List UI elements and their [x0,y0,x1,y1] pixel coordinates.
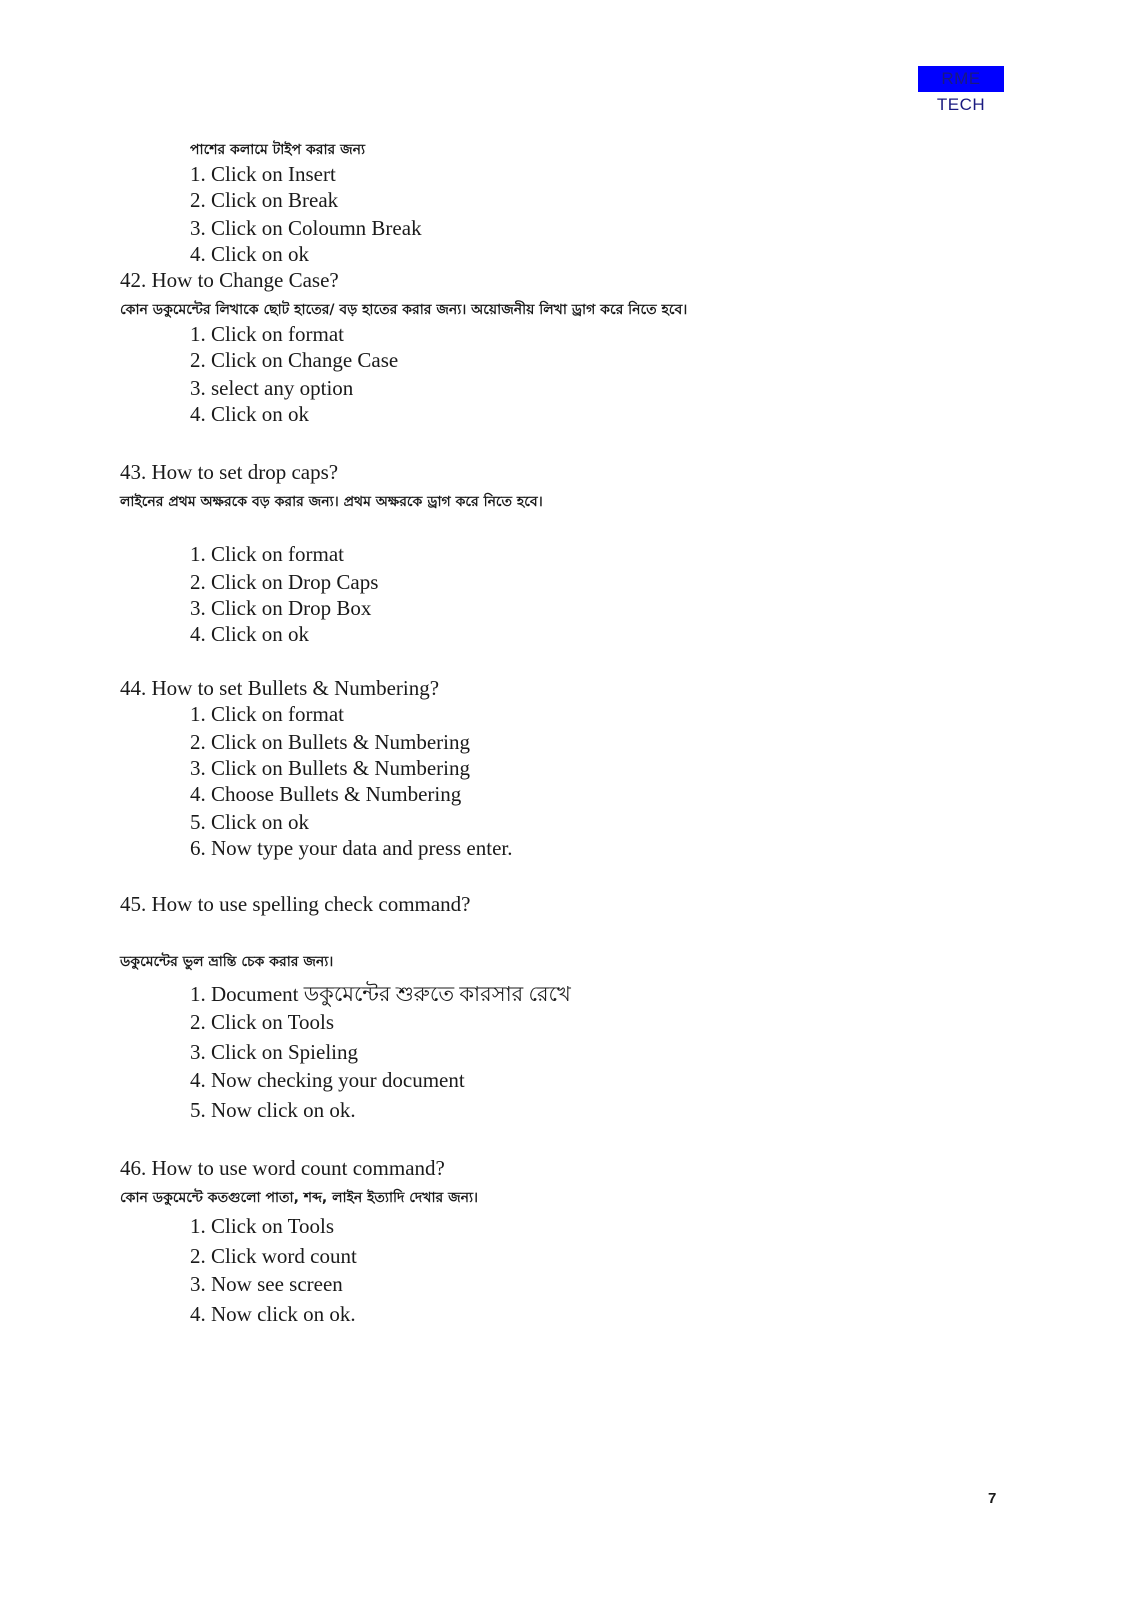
list-item: 3. Click on Drop Box [190,596,372,620]
list-item: 2. Click word count [190,1244,357,1268]
section-bangla: লাইনের প্রথম অক্ষরকে বড় করার জন্য। প্রথম অক্ষরকে ড্রাগ করে নিতে হবে। [120,494,543,510]
list-item: 2. Click on Drop Caps [190,570,379,594]
section-heading: 46. How to use word count command? [120,1156,445,1180]
list-item: 4. Choose Bullets & Numbering [190,782,462,806]
list-item: 4. Click on ok [190,402,309,426]
list-item: 1. Click on format [190,322,344,346]
list-item: 2. Click on Bullets & Numbering [190,730,470,754]
list-item: 2. Click on Break [190,188,339,212]
list-item: 1. Click on format [190,542,344,566]
list-item: 5. Click on ok [190,810,309,834]
list-item: 5. Now click on ok. [190,1098,356,1122]
section-heading: 42. How to Change Case? [120,268,339,292]
section-heading: 44. How to set Bullets & Numbering? [120,676,440,700]
section-heading: 45. How to use spelling check command? [120,892,471,916]
list-item: 4. Click on ok [190,242,309,266]
list-item: 4. Click on ok [190,622,309,646]
section-bangla: ডকুমেন্টের ভুল ভ্রান্তি চেক করার জন্য। [120,954,334,970]
list-item: 6. Now type your data and press enter. [190,836,513,860]
list-item: 4. Now click on ok. [190,1302,356,1326]
header-tag: RME TECH [918,66,1004,92]
list-item: 2. Click on Tools [190,1010,334,1034]
list-item: 1. Click on Insert [190,162,336,186]
list-item: 3. select any option [190,376,354,400]
intro-bangla: পাশের কলামে টাইপ করার জন্য [190,142,366,158]
page-number: 7 [988,1490,997,1507]
section-bangla: কোন ডকুমেন্টে কতগুলো পাতা, শব্দ, লাইন ইত্যাদি দেখার জন্য। [120,1190,479,1206]
list-item: 4. Now checking your document [190,1068,465,1092]
list-item: 1. Click on Tools [190,1214,334,1238]
list-item: 2. Click on Change Case [190,348,399,372]
list-item: 3. Now see screen [190,1272,343,1296]
list-item: 1. Document ডকুমেন্টের শুরুতে কারসার রেখে [190,982,571,1006]
list-item: 1. Click on format [190,702,344,726]
list-item: 3. Click on Bullets & Numbering [190,756,470,780]
section-bangla: কোন ডকুমেন্টের লিখাকে ছোট হাতের/ বড় হাতের করার জন্য। অয়োজনীয় লিখা ড্রাগ করে নিতে হবে। [120,302,688,318]
list-item: 3. Click on Coloumn Break [190,216,422,240]
section-heading: 43. How to set drop caps? [120,460,339,484]
list-item: 3. Click on Spieling [190,1040,358,1064]
